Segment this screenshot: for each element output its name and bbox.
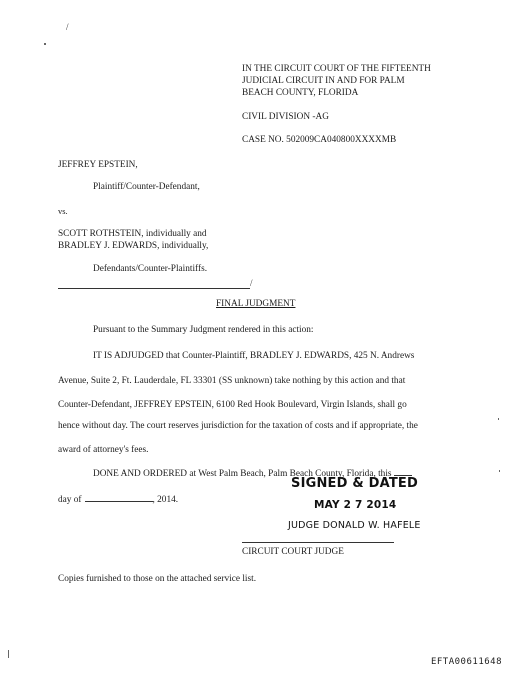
body-line-1: IT IS ADJUDGED that Counter-Plaintiff, BRADLEY J. EDWARDS, 425 N. Andrews [93, 351, 415, 361]
day-of-line [58, 492, 178, 506]
defendant-line-2: BRADLEY J. EDWARDS, individually, [58, 241, 209, 251]
versus: vs. [58, 206, 68, 216]
scan-mark: / [66, 22, 69, 32]
stamp-judge-name: JUDGE DONALD W. HAFELE [288, 520, 421, 531]
stamp-signed-dated: SIGNED & DATED [291, 476, 418, 491]
caption-rule [58, 288, 250, 289]
scan-speck [44, 43, 46, 45]
court-line-2: JUDICIAL CIRCUIT IN AND FOR PALM [242, 76, 405, 86]
month-blank [85, 492, 153, 502]
done-ordered-text: DONE AND ORDERED at West Palm Beach, Palm Beach County, Florida, this [93, 469, 392, 479]
bates-number: EFTA00611648 [430, 657, 502, 667]
copies-furnished: Copies furnished to those on the attached service list. [58, 574, 257, 584]
body-line-3: Counter-Defendant, JEFFREY EPSTEIN, 6100 Red Hook Boulevard, Virgin Islands, shall go [58, 400, 407, 410]
body-line-2: Avenue, Suite 2, Ft. Lauderdale, FL 33301 (SS unknown) take nothing by this action and that [58, 376, 406, 386]
year-label: , 2014. [152, 495, 179, 505]
plaintiff-role: Plaintiff/Counter-Defendant, [93, 182, 200, 192]
scan-speck [498, 418, 499, 420]
court-line-1: IN THE CIRCUIT COURT OF THE FIFTEENTH [242, 64, 431, 74]
caption-rule-slash: / [250, 278, 253, 288]
body-line-5: award of attorney's fees. [58, 445, 149, 455]
defendant-role: Defendants/Counter-Plaintiffs. [93, 264, 208, 274]
scan-speck [8, 650, 9, 658]
case-number: CASE NO. 502009CA040800XXXXMB [242, 135, 397, 145]
day-blank [394, 466, 412, 476]
signature-rule [242, 542, 394, 543]
day-of-label: day of [58, 495, 82, 505]
plaintiff-name: JEFFREY EPSTEIN, [58, 160, 138, 170]
stamp-date: MAY 2 7 2014 [314, 499, 397, 511]
court-line-3: BEACH COUNTY, FLORIDA [242, 88, 359, 98]
body-intro: Pursuant to the Summary Judgment rendered in this action: [93, 325, 314, 335]
signature-label: CIRCUIT COURT JUDGE [242, 547, 344, 557]
defendant-line-1: SCOTT ROTHSTEIN, individually and [58, 229, 207, 239]
division: CIVIL DIVISION -AG [242, 112, 329, 122]
scan-speck [499, 470, 500, 472]
body-line-4: hence without day. The court reserves jurisdiction for the taxation of costs and if appropriate, the [58, 421, 418, 431]
document-title: FINAL JUDGMENT [216, 299, 296, 309]
